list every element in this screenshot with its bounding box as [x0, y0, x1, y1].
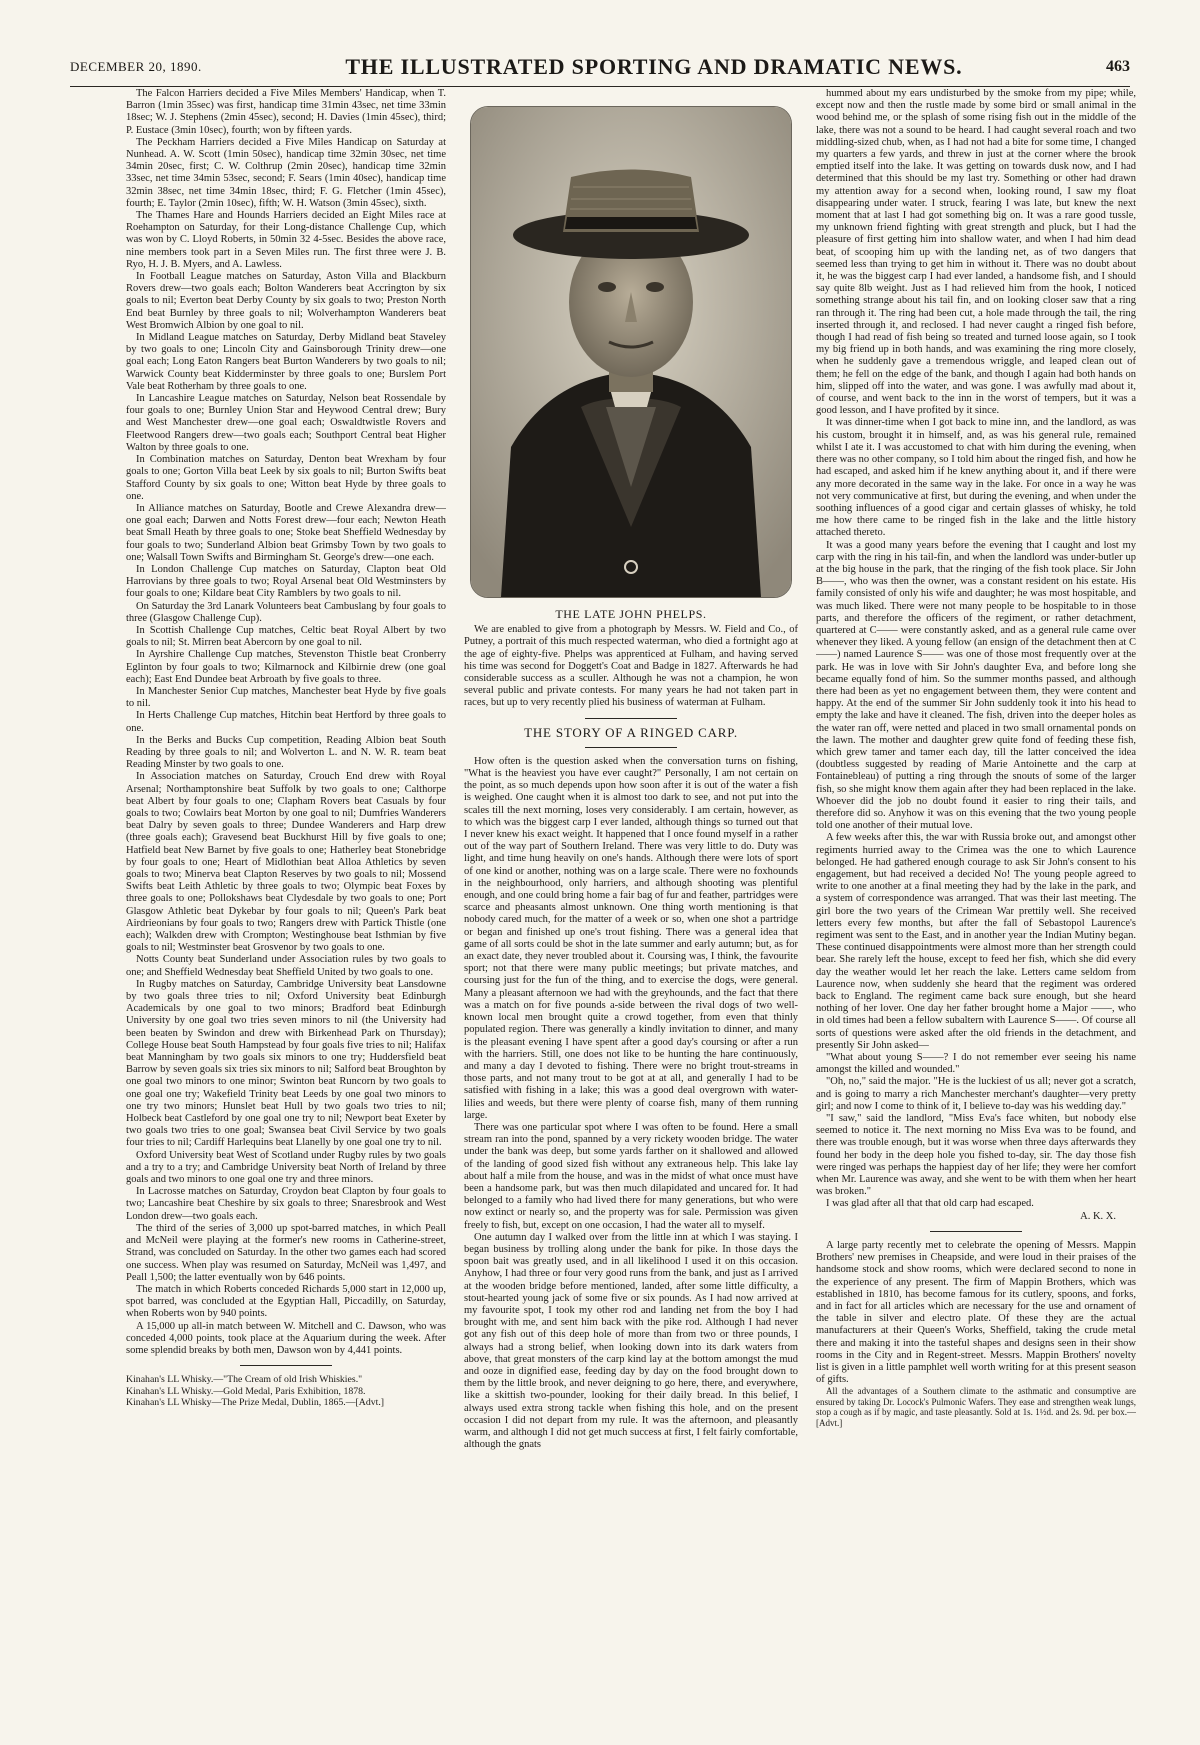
- results-paragraph: In Combination matches on Saturday, Denton beat Wrexham by four goals to one; Gorton Villa beat Leek by six goals to nil; Burton Swifts beat Stafford County by six goals to one; Witton beat Hyde by three goals to one.: [126, 454, 446, 502]
- john-phelps-portrait: [471, 107, 791, 597]
- sports-results-column: [126, 88, 446, 1706]
- story-paragraph: "What about young S——? I do not remember ever seeing his name amongst the killed and wounded.": [816, 1052, 1136, 1076]
- story-paragraph: I was glad after all that that old carp had escaped.: [826, 1198, 1034, 1210]
- story-paragraph: One autumn day I walked over from the little inn at which I was staying. I began business by trolling along under the bank for pike. In those days the spoon bait was greatly used, and in all likelihood I used it on this occasion. Anyhow, I had three or four very good runs from the bank, and just as I arrived at the wooden bridge before mentioned, landed, after some little difficulty, a stout-hearted young jack of some five or six pounds. As I had now arrived at my favourite spot, I took my other rod and landing net from the boy I had brought with me, and sent him back with the pike rod. Although I had never got any fish out of this deep hole of more than from two or three pounds, I always had a strong belief, when looking down into its dark waters from above, that great monsters of the carp kind lay at the bottom amongst the mud and ooze in dignified ease, feeding day by day on the food brought down to them by the little brook, and never deigning to go here, there, and everywhere, like a skittish two-pounder, looking for their daily bread. In this belief, I always used extra strong tackle when fishing this hole, and on the present occasion I did not depart from my rule. It was the afternoon, and pleasantly warm, and although I did not get much success at first, I felt fairly comfortable, although the gnats: [464, 1231, 798, 1451]
- results-paragraph: The Thames Hare and Hounds Harriers decided an Eight Miles race at Roehampton on Saturday, for their Long-distance Challenge Cup, which was won by C. Lloyd Roberts, in 50min 32 4-5sec. Besides the above race, nine members took part in a Seven Miles run. The first three were J. B. Ryo, H. J. B. Myers, and A. Lawless.: [126, 210, 446, 270]
- sports-results: [126, 88, 446, 1357]
- results-paragraph: In Midland League matches on Saturday, Derby Midland beat Staveley by two goals to one; Lincoln City and Gainsborough Trinity drew—one goal each; Long Eaton Rangers beat Burton Wanderers by two goals to nil; Warwick County beat Kidderminster by three goals to one; Burslem Port Vale beat Rotherham by three goals to one.: [126, 332, 446, 392]
- portrait-photograph: [470, 106, 792, 598]
- story-title: THE STORY OF A RINGED CARP.: [524, 724, 738, 740]
- results-paragraph: In Scottish Challenge Cup matches, Celtic beat Royal Albert by two goals to nil; St. Mirren beat Abercorn by one goal to nil.: [126, 624, 446, 649]
- results-paragraph: In Rugby matches on Saturday, Cambridge University beat Lansdowne by two goals three tries to nil; Oxford University beat Edinburgh Academicals by one goal to two minors; Bradford beat Edinburgh University by one goal two tries seven minors to nil (the University had been beaten by Swindon and drew with Birkenhead Park on Thursday); College House beat South Hampstead by four goals five tries to nil; Halifax beat Manningham by two goals six minors to one try; Huddersfield beat Barrow by seven goals six tries six minors to nil; Salford beat Broughton by one goal two minors to one minor; Swinton beat Runcorn by two goals to one goal one try; Wakefield Trinity beat Leeds by one goal two minors to one try two minors; Hunslet beat Hull by two goals two tries to nil; Holbeck beat Castleford by one goal one try to nil; Newport beat Exeter by two goals two tries to one goal; Swansea beat Civil Service by two goals four tries to nil; Cardiff Harlequins beat Llanelly by one goal one try to nil.: [126, 978, 446, 1149]
- story-paragraph: It was a good many years before the evening that I caught and lost my carp with the ring in his tail-fin, and when the landlord was under-butler up at the big house in the park, that the ringing of the fish took place. Sir John B——, who was then the owner, was a constant resident on his estate. His family consisted of only his wife and daughter; he was most hospitable, and was much liked. There were not many people to be hospitable to in those parts, and therefore the officers of the regiment, or rather detachment, quartered at C—— were constantly asked, and as a general rule came over whenever they liked. A young fellow (an ensign of the detachment then at C——) named Laurence S—— was one of those most frequently over at the park. He was in love with Sir John's daughter Eva, and before long she became equally fond of him. So the summer months passed, and although there had been as yet no engagement between them, they were content and happy. At the end of the summer Sir John suddenly took it into his head to empty the lake and have it cleaned. The fish, driven into the deeper holes as the water ran off, were netted and placed in two small ornamental ponds on the lawn. The mother and daughter grew quite fond of feeding these fish, which grew tamer and tamer each day, till the latter conceived the idea (doubtless suggested by reading of Marie Antoinette and the carp at Fontainebleau) of putting a ring through the snouts of some of the larger fish, so she might know them again after they had been replaced in the lake. Whoever did the job no doubt found it easier to ring their tails, and therefore did so. Anyhow it was on this evening that the two young people told one another of their mutual love.: [816, 539, 1136, 832]
- story-paragraph: A few weeks after this, the war with Russia broke out, and amongst other regiments hurried away to the Crimea was the one to which Laurence belonged. He had gathered enough courage to ask Sir John's consent to his engagement, but had received a decided No! The young people agreed to write to one another at a final meeting they had by the lake in the park, and a system of correspondence was arranged. That was their last meeting. The girl bore the two years of the Crimean War prettily well. She received letters every few months, but after the fall of Sebastopol Laurence's regiment was sent to the East, and in another year the Indian Mutiny began. These continued disappointments were almost more than her strength could bear. She rarely left the house, except to feed her fish, which she did every day the weather would let her reach the lake. Letters came seldom from Laurence now, when suddenly she heard that the regiment was ordered back to England. The regiment came back sure enough, but she heard nothing of her lover. One day her father brought home a Major ——, who in old times had been a fellow subaltern with Laurence S——. Of course all sorts of questions were asked after the old friends in the detachment, and presently Sir John asked—: [816, 832, 1136, 1051]
- results-paragraph: In Ayrshire Challenge Cup matches, Stevenston Thistle beat Cronberry Eglinton by four goals to two; Kilmarnock and Kilbirnie drew (one goal each); East End Dundee beat Arbroath by five goals to three.: [126, 649, 446, 685]
- story-paragraph: How often is the question asked when the conversation turns on fishing, "What is the heaviest you have ever caught?" Personally, I am not certain on the point, as so much depends upon how soon after it is out of the water a fish is weighed. One caught when it is almost too dark to see, and not put into the scales till the next morning, loses very considerably. I am certain, however, as to which was the biggest carp I ever landed, although things so turned out that I never knew his exact weight. It happened that I once found myself in a rather out of the way part of Southern Ireland. There was very little to do. Duty was light, and time hung heavily on one's hands. Although there were lots of sport of one kind or another, nothing was on a large scale. There were no foxhounds in the neighbourhood, only harriers, and although shooting was plentiful enough, and one could bring home a fair bag of fur and feather, partridges were scarce and pheasants almost unknown. One thing worth mentioning is that nobody cared much, for the matter of a week or so, when one shot a partridge or began and finished up one's trout fishing. There was a general idea that game of all sorts could be shot in the late summer and early autumn; but, as for an exact date, they never troubled about it. Coursing was, I think, the favourite sport; not that there were many public meetings; but private matches, and coursing just for the fun of the thing, and to exercise the dogs, were general. Many a pleasant afternoon we had with the greyhounds, and the fact that there was a match on for five pounds a-side between the rival dogs of two well-known local men brought quite a crowd together, from even that thinly populated region. There was generally a kindly invitation to dinner, and many is the pleasant evening I have spent after a good day's coursing or after a run with the harriers. Still, one does not like to be hunting the hare continuously, and many a day I devoted to fishing. There were no bright trout-streams in those parts, and not many trout to be got at at all, and generally I had to be satisfied with fishing in a lake; this was a good deal overgrown with water-lilies and weeds, but there were plenty of coarse fish, many of them running large.: [464, 755, 798, 1121]
- advertisement-line: Kinahan's LL Whisky.—Gold Medal, Paris Exhibition, 1878.: [126, 1385, 366, 1397]
- advertisement-line: Kinahan's LL Whisky.—"The Cream of old Irish Whiskies.": [126, 1374, 363, 1386]
- middle-column: [464, 88, 798, 1706]
- story-body-part-two: [816, 88, 1136, 1211]
- results-paragraph: In London Challenge Cup matches on Saturday, Clapton beat Old Harrovians by three goals to two; Royal Arsenal beat Old Westminsters by four goals to one; Kildare beat City Ramblers by two goals to nil.: [126, 563, 446, 600]
- results-paragraph: The match in which Roberts conceded Richards 5,000 start in 12,000 up, spot barred, was concluded at the Egyptian Hall, Piccadilly, on Saturday, when Roberts won by 940 points.: [126, 1283, 446, 1320]
- results-paragraph: In Lacrosse matches on Saturday, Croydon beat Clapton by four goals to two; Lancashire beat Cheshire by six goals to three; Snaresbrook and West London drew—two goals each.: [126, 1186, 446, 1222]
- results-paragraph: In the Berks and Bucks Cup competition, Reading Albion beat South Reading by three goals to nil; and Wolverton L. and N. W. R. team beat Reading Minster by two goals to one.: [126, 734, 446, 771]
- pulmonic-wafers-advertisement: All the advantages of a Southern climate to the asthmatic and consumptive are ensured by taking Dr. Locock's Pulmonic Wafers. They ease and strengthen weak lungs, stop a cough as if by magic, and taste pleasantly. Sold at 1s. 1½d. and 2s. 9d. per box.—[Advt.]: [816, 1386, 1136, 1428]
- story-paragraph: "Oh, no," said the major. "He is the luckiest of us all; never got a scratch, and is going to marry a rich Manchester merchant's daughter—very pretty girl; and now I come to think of it, I believe to-day was his wedding day.": [816, 1076, 1136, 1112]
- results-paragraph: The third of the series of 3,000 up spot-barred matches, in which Peall and McNeil were playing at the former's new rooms in Catherine-street, Strand, was concluded on Saturday. In the other two games each had scored one success. When play was resumed on Saturday, McNeil was 1,497, and Peall 1,500; the latter eventually won by 646 points.: [126, 1222, 446, 1283]
- masthead: [70, 52, 1130, 87]
- issue-date: DECEMBER 20, 1890.: [70, 59, 202, 74]
- publication-title: THE ILLUSTRATED SPORTING AND DRAMATIC NEWS.: [345, 54, 963, 79]
- advertisement-line: Kinahan's LL Whisky—The Prize Medal, Dublin, 1865.—[Advt.]: [126, 1397, 385, 1409]
- results-paragraph: A 15,000 up all-in match between W. Mitchell and C. Dawson, who was conceded 4,000 points, took place at the Aquarium during the week. After some splendid breaks by both men, Dawson won by 4,441 points.: [126, 1320, 446, 1356]
- results-paragraph: In Lancashire League matches on Saturday, Nelson beat Rossendale by four goals to one; Burnley Union Star and Heywood Central drew; Bury and West Manchester drew—one goal each; Oswaldtwistle Rovers and Fleetwood Rangers drew—two goals each; Southport Central beat Higher Walton by three goals to one.: [126, 393, 446, 453]
- story-body-part-one: [464, 756, 798, 1452]
- mappin-brothers-notice: A large party recently met to celebrate the opening of Messrs. Mappin Brothers' new premises in Cheapside, and were loud in their praises of the handsome stock and show rooms, which were declared second to none in the experience of any present. The firm of Mappin Brothers, which was established in 1810, has become famous for its cutlery, spoons, and forks, and in fact for all articles which are necessary for the use and ornament of the table in silver and electro plate. Of these they are the actual manufacturers at their Queen's Works, Sheffield, taking the crude metal there and making it into the tasteful shapes and designs seen in their show rooms in the City and in Regent-street. Messrs. Mappin Brothers' novelty list is given in a little pamphlet well worth writing for at this present season of gifts.: [816, 1239, 1136, 1386]
- section-divider: [585, 747, 677, 748]
- results-paragraph: In Association matches on Saturday, Crouch End drew with Royal Arsenal; Northamptonshire beat Suffolk by two goals to one; Calthorpe beat Albert by four goals to one; Clapham Rovers beat Casuals by four goals to two; Cowlairs beat Morton by one goal to nil; Dumfries Wanderers beat Dalry by seven goals to three; Dundee Wanderers and Harp drew (three goals each); Gravesend beat Buckhurst Hill by five goals to one; Hatfield beat New Barnet by five goals to one; Hatherley beat Stonebridge by four goals to one; Heart of Midlothian beat Alloa Athletics by seven goals to two; Minerva beat Clapton Reserves by two goals to nil; Mossend Swifts beat Leith Athletic by three goals to two; Olympic beat Foxes by three goals to one; Pollokshaws beat Clydesdale by two goals to one; Port Glasgow Athletic beat Dykebar by four goals to nil; Queen's Park beat Airdrieonians by four goals to two; Rangers drew with Partick Thistle (one each); Walkden drew with Crompton; Westinghouse beat Isthmian by five goals to nil; Westminster beat Grosvenor by two goals to one.: [126, 771, 446, 954]
- results-paragraph: The Falcon Harriers decided a Five Miles Members' Handicap, when T. Barron (1min 35sec) was first, handicap time 31min 43sec, net time 33min 18sec; W. J. Stephens (2min 45sec), second; H. Davies (1min 45sec), third; P. Eustace (3min 10sec), fourth; won by fifteen yards.: [126, 88, 446, 136]
- whisky-advertisement: [126, 1374, 446, 1409]
- results-paragraph: Oxford University beat West of Scotland under Rugby rules by two goals and a try to a try; and Cambridge University beat North of Ireland by three goals and two minors to one goal one try and three minors.: [126, 1149, 446, 1186]
- story-paragraph: It was dinner-time when I got back to mine inn, and the landlord, as was his custom, brought it in himself, and, as was his general rule, remained whilst I ate it. I was accustomed to chat with him during the evening, when there was no other company, so I told him about the ringed fish, and how he had escaped, and asked him if he knew anything about it, and if there were any more decorated in the same way in the lake. For once in a way he was not very communicative at first, but during the evening, and when under the soothing influences of a good cigar and certain glasses of whisky, he told me how there came to be ringed fish in the lake and the little history attached thereto.: [816, 417, 1136, 539]
- results-paragraph: In Herts Challenge Cup matches, Hitchin beat Hertford by three goals to one.: [126, 710, 446, 734]
- story-signature: A. K. X.: [1080, 1210, 1116, 1222]
- results-paragraph: Notts County beat Sunderland under Association rules by two goals to one; and Sheffield Wednesday beat Sheffield United by two goals to one.: [126, 954, 446, 978]
- story-paragraph: hummed about my ears undisturbed by the smoke from my pipe; while, except now and then the rustle made by some bird or small animal in the wood behind me, or the splash of some rising fish out in the middle of the lake, there was not a sound to be heard. I had caught several roach and two middling-sized chub, when, as I had not had a bite for some time, I changed my quarters a few yards, and threw in just at the corner where the brook emptied itself into the lake. It was getting on towards dusk now, and I had determined that this should be my last try. Something or other had drawn my attention away for a second when, looking round, I saw my float disappearing under water. I struck, fearing I was late, but knew the next moment that at last I had got something big on. It was a rare good tussle, my unknown friend fighting with great strength and pluck, but I had the pleasure of first getting him into shallow water, and when I had him dead beat, of scooping him up with the landing net, as of two dangers that seemed less than trying to get him in without it. There was no doubt about it, he was the biggest carp I had ever landed, a handsome fish, and I should say quite 8lb weight. Just as I had relieved him from the hook, I noticed something strange about his tail fin, and on looking closer saw that a ring ran through it. The ring had been cut, a hole made through the tail, the ring inserted through it, and reclosed. I had never caught a ringed fish before, though I had read of fish being so treated and turned loose again, so I took my big friend up in both hands, and was examining the ring more closely, when he suddenly gave a tremendous wriggle, and leaped clean out of them; he fell on the edge of the bank, and though I again had both hands on him, slipped off into the water, and was gone. I was awfully mad about it, of course, and went back to the inn in the worst of tempers, but it was a good lesson, and I have profited by it since.: [816, 88, 1136, 417]
- results-paragraph: In Manchester Senior Cup matches, Manchester beat Hyde by five goals to nil.: [126, 685, 446, 710]
- section-divider: [930, 1231, 1022, 1232]
- portrait-description: We are enabled to give from a photograph by Messrs. W. Field and Co., of Putney, a portrait of this much respected waterman, who died a fortnight ago at the age of eighty-five. Phelps was apprenticed at Fulham, and having served his time was second for Doggett's Coat and Badge in 1827. Afterwards he had considerable success as a sculler. Although he was not a champion, he won several public and private contests. For many years he had not taken part in races, but up to very recently plied his business of waterman at Fulham.: [464, 624, 798, 709]
- story-paragraph: "I saw," said the landlord, "Miss Eva's face whiten, but nobody else seemed to notice it. The next morning no Miss Eva was to be found, and there was trouble enough, but it was worse when three days afterwards they found her body in the deep hole you fished to-day, sir. The day those fish were ringed was perhaps the happiest day of her life; they were her comfort when Mr. Laurence was away, and she went to be with them when her heart was broken.": [816, 1113, 1136, 1198]
- column-divider: [240, 1365, 332, 1366]
- right-column: [816, 88, 1136, 1706]
- portrait-caption: THE LATE JOHN PHELPS.: [555, 607, 707, 621]
- results-paragraph: In Football League matches on Saturday, Aston Villa and Blackburn Rovers drew—two goals each; Bolton Wanderers beat Accrington by six goals to nil; Everton beat Derby County by six goals to two; Preston North End beat Burnley by three goals to nil; Wolverhampton Wanderers beat West Bromwich Albion by one goal to nil.: [126, 271, 446, 331]
- results-paragraph: The Peckham Harriers decided a Five Miles Handicap on Saturday at Nunhead. A. W. Scott (1min 50sec), handicap time 32min 30sec, net time 34min 20sec, first; C. W. Colthrup (2min 20sec), handicap time 32min 33sec, net time 34min 53sec, second; F. Sears (1min 40sec), handicap time 32min 38sec, net time 34min 18sec, third; F. G. Fletcher (1min 45sec), fourth; E. Taylor (2min 10sec), fifth; W. H. Watson (3min 45sec), sixth.: [126, 136, 446, 209]
- page-number: 463: [1106, 58, 1130, 75]
- results-paragraph: On Saturday the 3rd Lanark Volunteers beat Cambuslang by four goals to three (Glasgow Challenge Cup).: [126, 600, 446, 624]
- story-paragraph: There was one particular spot where I was often to be found. Here a small stream ran into the pond, spanned by a very rickety wooden bridge. The water under the bank was deep, but some yards farther on it shallowed and allowed of the landing of good sized fish without any extraneous help. This lake lay about half a mile from the house, and was in the midst of what once must have been a handsome park, but was then much dilapidated and uncared for. It had belonged to a family who had lived there for many generations, but who were now extinct or nearly so, and the property was for sale. Permission was given freely to fish, but, except on one occasion, I had the water all to myself.: [464, 1121, 798, 1231]
- results-paragraph: In Alliance matches on Saturday, Bootle and Crewe Alexandra drew—one goal each; Darwen and Notts Forest drew—four each; Newton Heath beat Small Heath by three goals to one; Stoke beat Sheffield Wednesday by four goals to two; Sunderland Albion beat Grimsby Town by two goals to one; Walsall Town Swifts and Birmingham St. George's drew—one each.: [126, 502, 446, 563]
- section-divider: [585, 718, 677, 719]
